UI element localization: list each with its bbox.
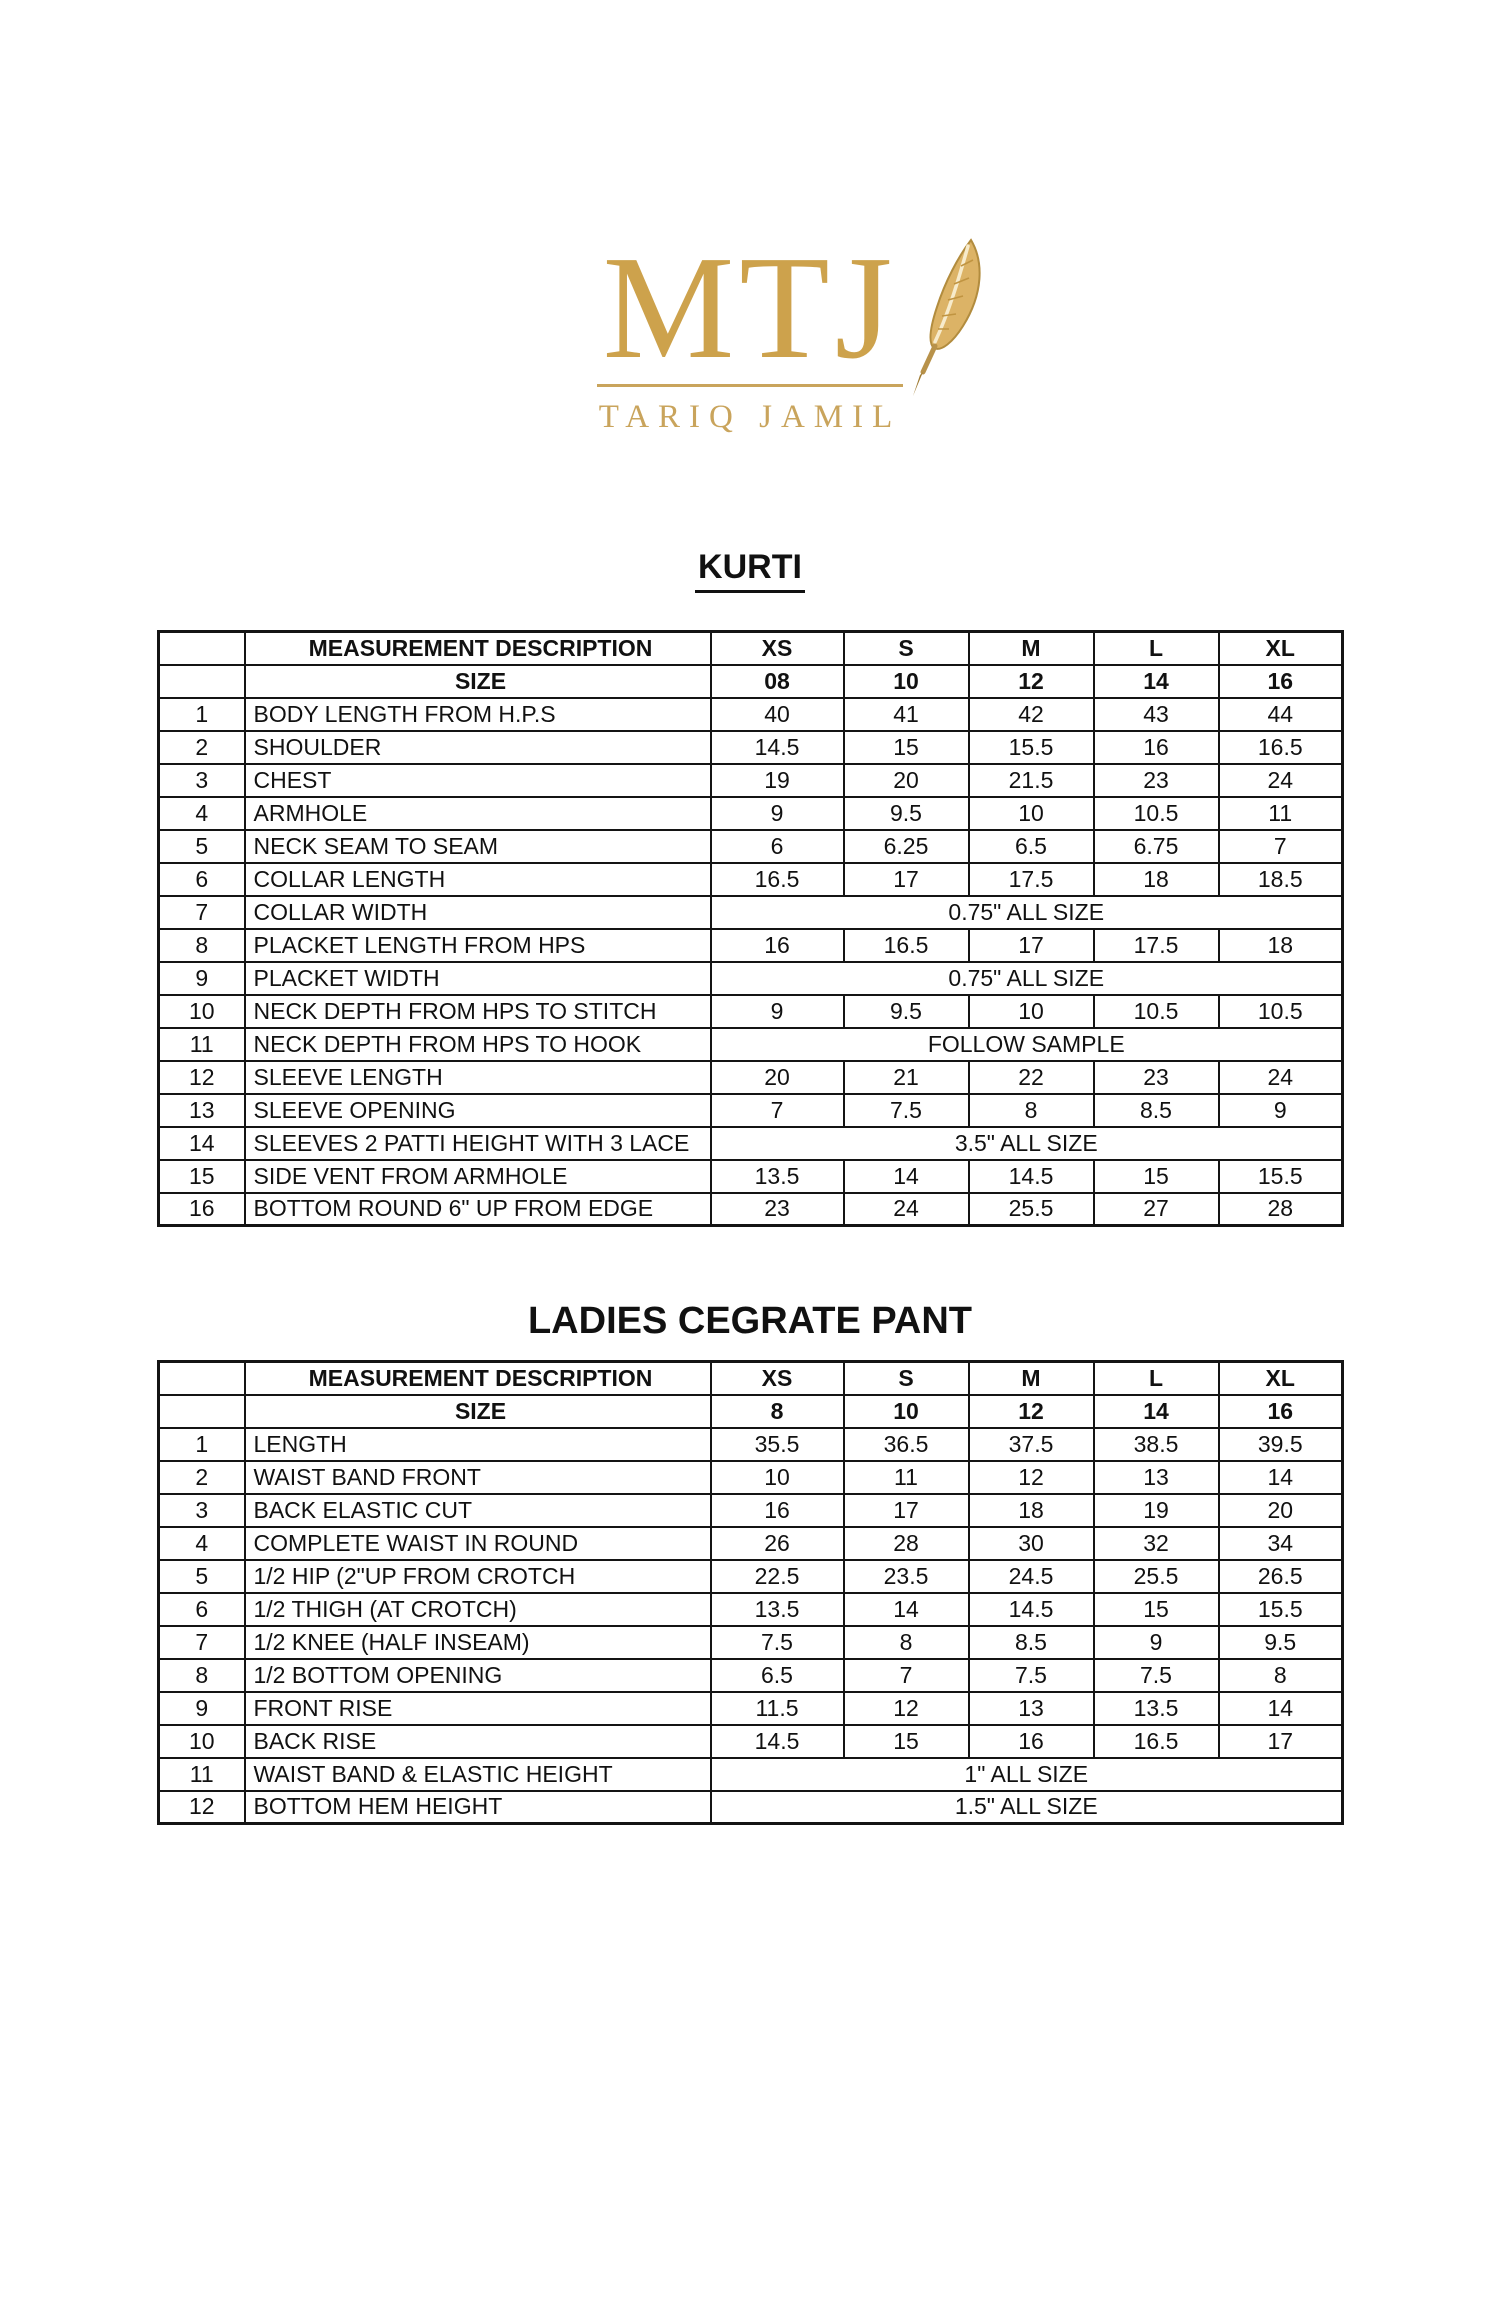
- measurement-row: [159, 863, 1343, 896]
- measurement-value-cell: 15.5: [1219, 1160, 1343, 1193]
- measurement-value-cell: 7: [711, 1094, 844, 1127]
- measurement-value-cell: 23: [1094, 764, 1219, 797]
- measurement-value-cell: 7: [844, 1659, 969, 1692]
- measurement-value-cell: 24: [1219, 1061, 1343, 1094]
- size-value-cell: 10: [844, 1395, 969, 1428]
- row-number-cell: 2: [159, 1461, 245, 1494]
- measurement-value-cell: 8.5: [1094, 1094, 1219, 1127]
- merged-all-size-cell: 1.5" ALL SIZE: [711, 1791, 1343, 1824]
- brand-logo: [0, 226, 1500, 436]
- measurement-description-cell: COMPLETE WAIST IN ROUND: [245, 1527, 711, 1560]
- measurement-row: [159, 1193, 1343, 1226]
- measurement-description-cell: NECK DEPTH FROM HPS TO STITCH: [245, 995, 711, 1028]
- row-number-cell: 8: [159, 929, 245, 962]
- measurement-value-cell: 6.5: [969, 830, 1094, 863]
- measurement-value-cell: 14.5: [969, 1160, 1094, 1193]
- size-column-header-cell: S: [844, 632, 969, 665]
- measurement-row: [159, 764, 1343, 797]
- size-row: [159, 665, 1343, 698]
- row-number-cell: 1: [159, 698, 245, 731]
- measurement-value-cell: 22: [969, 1061, 1094, 1094]
- measurement-value-cell: 20: [711, 1061, 844, 1094]
- size-column-header-cell: M: [969, 1362, 1094, 1395]
- measurement-description-cell: SHOULDER: [245, 731, 711, 764]
- measurement-value-cell: 6.5: [711, 1659, 844, 1692]
- measurement-value-cell: 16: [711, 929, 844, 962]
- measurement-value-cell: 21.5: [969, 764, 1094, 797]
- measurement-description-cell: 1/2 KNEE (HALF INSEAM): [245, 1626, 711, 1659]
- size-value-cell: 12: [969, 665, 1094, 698]
- row-number-cell: 5: [159, 1560, 245, 1593]
- measurement-description-cell: ARMHOLE: [245, 797, 711, 830]
- measurement-description-cell: PLACKET LENGTH FROM HPS: [245, 929, 711, 962]
- measurement-description-cell: WAIST BAND FRONT: [245, 1461, 711, 1494]
- measurement-value-cell: 26.5: [1219, 1560, 1343, 1593]
- measurement-row: [159, 1659, 1343, 1692]
- measurement-value-cell: 16.5: [844, 929, 969, 962]
- size-column-header-cell: L: [1094, 1362, 1219, 1395]
- row-number-cell: 11: [159, 1028, 245, 1061]
- measurement-value-cell: 14: [1219, 1461, 1343, 1494]
- measurement-value-cell: 15.5: [1219, 1593, 1343, 1626]
- measurement-description-cell: SIDE VENT FROM ARMHOLE: [245, 1160, 711, 1193]
- measurement-value-cell: 10: [969, 995, 1094, 1028]
- description-header-cell: MEASUREMENT DESCRIPTION: [245, 1362, 711, 1395]
- row-number-cell: 12: [159, 1061, 245, 1094]
- measurement-value-cell: 25.5: [1094, 1560, 1219, 1593]
- measurement-row: [159, 1758, 1343, 1791]
- measurement-value-cell: 7.5: [844, 1094, 969, 1127]
- measurement-row: [159, 1626, 1343, 1659]
- measurement-row: [159, 1028, 1343, 1061]
- kurti-section-title: [0, 548, 1500, 593]
- row-number-cell: 11: [159, 1758, 245, 1791]
- measurement-value-cell: 15: [1094, 1160, 1219, 1193]
- measurement-value-cell: 10.5: [1094, 797, 1219, 830]
- measurement-value-cell: 14.5: [969, 1593, 1094, 1626]
- row-number-cell: 7: [159, 896, 245, 929]
- measurement-value-cell: 37.5: [969, 1428, 1094, 1461]
- measurement-value-cell: 27: [1094, 1193, 1219, 1226]
- size-column-header-cell: M: [969, 632, 1094, 665]
- measurement-description-cell: SLEEVE LENGTH: [245, 1061, 711, 1094]
- measurement-value-cell: 11: [844, 1461, 969, 1494]
- measurement-value-cell: 43: [1094, 698, 1219, 731]
- size-value-cell: 8: [711, 1395, 844, 1428]
- measurement-value-cell: 9: [711, 995, 844, 1028]
- measurement-value-cell: 9.5: [844, 995, 969, 1028]
- row-number-cell: 3: [159, 1494, 245, 1527]
- measurement-value-cell: 6: [711, 830, 844, 863]
- measurement-value-cell: 32: [1094, 1527, 1219, 1560]
- measurement-value-cell: 10.5: [1219, 995, 1343, 1028]
- measurement-value-cell: 16: [969, 1725, 1094, 1758]
- measurement-value-cell: 30: [969, 1527, 1094, 1560]
- merged-all-size-cell: FOLLOW SAMPLE: [711, 1028, 1343, 1061]
- measurement-value-cell: 10: [969, 797, 1094, 830]
- measurement-description-cell: 1/2 HIP (2"UP FROM CROTCH: [245, 1560, 711, 1593]
- measurement-description-cell: BACK ELASTIC CUT: [245, 1494, 711, 1527]
- size-value-cell: 12: [969, 1395, 1094, 1428]
- measurement-description-cell: BOTTOM HEM HEIGHT: [245, 1791, 711, 1824]
- measurement-row: [159, 1494, 1343, 1527]
- measurement-value-cell: 17: [1219, 1725, 1343, 1758]
- measurement-description-cell: SLEEVES 2 PATTI HEIGHT WITH 3 LACE: [245, 1127, 711, 1160]
- pant-title-text: LADIES CEGRATE PANT: [527, 1300, 973, 1342]
- corner-cell: [159, 1362, 245, 1395]
- measurement-row: [159, 1593, 1343, 1626]
- measurement-value-cell: 21: [844, 1061, 969, 1094]
- size-value-cell: 16: [1219, 1395, 1343, 1428]
- measurement-row: [159, 1692, 1343, 1725]
- measurement-value-cell: 18: [969, 1494, 1094, 1527]
- measurement-row: [159, 1061, 1343, 1094]
- size-value-cell: 14: [1094, 665, 1219, 698]
- row-number-cell: 16: [159, 1193, 245, 1226]
- column-header-row: [159, 1362, 1343, 1395]
- measurement-value-cell: 8.5: [969, 1626, 1094, 1659]
- measurement-row: [159, 1428, 1343, 1461]
- merged-all-size-cell: 0.75" ALL SIZE: [711, 962, 1343, 995]
- measurement-value-cell: 38.5: [1094, 1428, 1219, 1461]
- measurement-value-cell: 16: [711, 1494, 844, 1527]
- merged-all-size-cell: 3.5" ALL SIZE: [711, 1127, 1343, 1160]
- measurement-value-cell: 18: [1219, 929, 1343, 962]
- measurement-value-cell: 10: [711, 1461, 844, 1494]
- row-number-cell: 12: [159, 1791, 245, 1824]
- measurement-value-cell: 24: [844, 1193, 969, 1226]
- row-number-cell: 6: [159, 863, 245, 896]
- row-number-cell: 7: [159, 1626, 245, 1659]
- size-column-header-cell: L: [1094, 632, 1219, 665]
- measurement-value-cell: 35.5: [711, 1428, 844, 1461]
- measurement-value-cell: 10.5: [1094, 995, 1219, 1028]
- size-value-cell: 08: [711, 665, 844, 698]
- corner-cell: [159, 665, 245, 698]
- measurement-value-cell: 23: [1094, 1061, 1219, 1094]
- measurement-value-cell: 9.5: [1219, 1626, 1343, 1659]
- row-number-cell: 14: [159, 1127, 245, 1160]
- measurement-value-cell: 13.5: [711, 1593, 844, 1626]
- merged-all-size-cell: 1" ALL SIZE: [711, 1758, 1343, 1791]
- measurement-description-cell: 1/2 BOTTOM OPENING: [245, 1659, 711, 1692]
- measurement-value-cell: 15: [1094, 1593, 1219, 1626]
- measurement-value-cell: 14.5: [711, 1725, 844, 1758]
- measurement-value-cell: 26: [711, 1527, 844, 1560]
- measurement-value-cell: 12: [969, 1461, 1094, 1494]
- brand-logo-inner: [598, 226, 902, 436]
- measurement-value-cell: 9: [1219, 1094, 1343, 1127]
- measurement-row: [159, 698, 1343, 731]
- measurement-description-cell: BACK RISE: [245, 1725, 711, 1758]
- row-number-cell: 5: [159, 830, 245, 863]
- measurement-value-cell: 13: [1094, 1461, 1219, 1494]
- row-number-cell: 13: [159, 1094, 245, 1127]
- row-number-cell: 10: [159, 1725, 245, 1758]
- row-number-cell: 4: [159, 1527, 245, 1560]
- size-value-cell: 14: [1094, 1395, 1219, 1428]
- measurement-description-cell: BODY LENGTH FROM H.P.S: [245, 698, 711, 731]
- measurement-row: [159, 962, 1343, 995]
- measurement-row: [159, 995, 1343, 1028]
- measurement-value-cell: 9.5: [844, 797, 969, 830]
- measurement-value-cell: 18: [1094, 863, 1219, 896]
- size-label-cell: SIZE: [245, 665, 711, 698]
- measurement-row: [159, 1160, 1343, 1193]
- row-number-cell: 4: [159, 797, 245, 830]
- measurement-value-cell: 14: [844, 1593, 969, 1626]
- measurement-value-cell: 17: [969, 929, 1094, 962]
- measurement-value-cell: 13: [969, 1692, 1094, 1725]
- measurement-row: [159, 1461, 1343, 1494]
- measurement-value-cell: 9: [711, 797, 844, 830]
- measurement-row: [159, 896, 1343, 929]
- measurement-row: [159, 929, 1343, 962]
- measurement-value-cell: 7: [1219, 830, 1343, 863]
- measurement-value-cell: 22.5: [711, 1560, 844, 1593]
- corner-cell: [159, 632, 245, 665]
- measurement-value-cell: 20: [1219, 1494, 1343, 1527]
- measurement-value-cell: 14.5: [711, 731, 844, 764]
- size-label-cell: SIZE: [245, 1395, 711, 1428]
- measurement-value-cell: 17: [844, 1494, 969, 1527]
- measurement-value-cell: 40: [711, 698, 844, 731]
- measurement-value-cell: 15: [844, 1725, 969, 1758]
- measurement-description-cell: CHEST: [245, 764, 711, 797]
- measurement-row: [159, 830, 1343, 863]
- measurement-row: [159, 1127, 1343, 1160]
- measurement-value-cell: 15: [844, 731, 969, 764]
- measurement-value-cell: 23: [711, 1193, 844, 1226]
- size-column-header-cell: S: [844, 1362, 969, 1395]
- measurement-row: [159, 731, 1343, 764]
- measurement-row: [159, 797, 1343, 830]
- merged-all-size-cell: 0.75" ALL SIZE: [711, 896, 1343, 929]
- pant-size-table: [157, 1360, 1344, 1825]
- measurement-description-cell: COLLAR WIDTH: [245, 896, 711, 929]
- pant-section-title: [0, 1300, 1500, 1343]
- measurement-value-cell: 23.5: [844, 1560, 969, 1593]
- kurti-title-text: KURTI: [695, 548, 805, 593]
- measurement-value-cell: 17.5: [969, 863, 1094, 896]
- measurement-value-cell: 12: [844, 1692, 969, 1725]
- measurement-value-cell: 8: [1219, 1659, 1343, 1692]
- mtj-monogram: MTJ: [602, 226, 898, 390]
- size-column-header-cell: XL: [1219, 1362, 1343, 1395]
- measurement-value-cell: 17.5: [1094, 929, 1219, 962]
- measurement-value-cell: 14: [1219, 1692, 1343, 1725]
- row-number-cell: 15: [159, 1160, 245, 1193]
- measurement-value-cell: 7.5: [711, 1626, 844, 1659]
- measurement-description-cell: LENGTH: [245, 1428, 711, 1461]
- measurement-value-cell: 11.5: [711, 1692, 844, 1725]
- measurement-value-cell: 36.5: [844, 1428, 969, 1461]
- measurement-value-cell: 39.5: [1219, 1428, 1343, 1461]
- measurement-value-cell: 15.5: [969, 731, 1094, 764]
- size-column-header-cell: XS: [711, 632, 844, 665]
- measurement-value-cell: 16.5: [1219, 731, 1343, 764]
- measurement-value-cell: 7.5: [1094, 1659, 1219, 1692]
- quill-feather-icon: [899, 236, 991, 404]
- measurement-value-cell: 13.5: [711, 1160, 844, 1193]
- measurement-value-cell: 24.5: [969, 1560, 1094, 1593]
- measurement-value-cell: 13.5: [1094, 1692, 1219, 1725]
- measurement-row: [159, 1527, 1343, 1560]
- row-number-cell: 2: [159, 731, 245, 764]
- measurement-value-cell: 8: [969, 1094, 1094, 1127]
- measurement-value-cell: 19: [711, 764, 844, 797]
- measurement-description-cell: BOTTOM ROUND 6" UP FROM EDGE: [245, 1193, 711, 1226]
- measurement-value-cell: 19: [1094, 1494, 1219, 1527]
- measurement-value-cell: 16.5: [711, 863, 844, 896]
- row-number-cell: 9: [159, 1692, 245, 1725]
- measurement-value-cell: 17: [844, 863, 969, 896]
- measurement-description-cell: NECK SEAM TO SEAM: [245, 830, 711, 863]
- measurement-value-cell: 6.25: [844, 830, 969, 863]
- measurement-description-cell: NECK DEPTH FROM HPS TO HOOK: [245, 1028, 711, 1061]
- measurement-value-cell: 6.75: [1094, 830, 1219, 863]
- column-header-row: [159, 632, 1343, 665]
- row-number-cell: 9: [159, 962, 245, 995]
- size-value-cell: 10: [844, 665, 969, 698]
- measurement-value-cell: 18.5: [1219, 863, 1343, 896]
- row-number-cell: 6: [159, 1593, 245, 1626]
- size-column-header-cell: XL: [1219, 632, 1343, 665]
- measurement-value-cell: 16: [1094, 731, 1219, 764]
- row-number-cell: 8: [159, 1659, 245, 1692]
- measurement-value-cell: 24: [1219, 764, 1343, 797]
- measurement-row: [159, 1094, 1343, 1127]
- brand-name: TARIQ JAMIL: [598, 399, 902, 436]
- measurement-value-cell: 9: [1094, 1626, 1219, 1659]
- kurti-size-table: [157, 630, 1344, 1227]
- row-number-cell: 1: [159, 1428, 245, 1461]
- description-header-cell: MEASUREMENT DESCRIPTION: [245, 632, 711, 665]
- measurement-value-cell: 7.5: [969, 1659, 1094, 1692]
- measurement-value-cell: 42: [969, 698, 1094, 731]
- measurement-value-cell: 8: [844, 1626, 969, 1659]
- corner-cell: [159, 1395, 245, 1428]
- size-value-cell: 16: [1219, 665, 1343, 698]
- measurement-value-cell: 28: [844, 1527, 969, 1560]
- measurement-description-cell: FRONT RISE: [245, 1692, 711, 1725]
- measurement-value-cell: 11: [1219, 797, 1343, 830]
- measurement-description-cell: PLACKET WIDTH: [245, 962, 711, 995]
- size-row: [159, 1395, 1343, 1428]
- row-number-cell: 3: [159, 764, 245, 797]
- measurement-description-cell: COLLAR LENGTH: [245, 863, 711, 896]
- measurement-value-cell: 16.5: [1094, 1725, 1219, 1758]
- row-number-cell: 10: [159, 995, 245, 1028]
- measurement-value-cell: 28: [1219, 1193, 1343, 1226]
- measurement-value-cell: 41: [844, 698, 969, 731]
- measurement-value-cell: 25.5: [969, 1193, 1094, 1226]
- measurement-description-cell: 1/2 THIGH (AT CROTCH): [245, 1593, 711, 1626]
- measurement-row: [159, 1560, 1343, 1593]
- size-column-header-cell: XS: [711, 1362, 844, 1395]
- measurement-value-cell: 34: [1219, 1527, 1343, 1560]
- measurement-value-cell: 14: [844, 1160, 969, 1193]
- measurement-description-cell: SLEEVE OPENING: [245, 1094, 711, 1127]
- measurement-value-cell: 44: [1219, 698, 1343, 731]
- measurement-row: [159, 1791, 1343, 1824]
- measurement-value-cell: 20: [844, 764, 969, 797]
- measurement-row: [159, 1725, 1343, 1758]
- measurement-description-cell: WAIST BAND & ELASTIC HEIGHT: [245, 1758, 711, 1791]
